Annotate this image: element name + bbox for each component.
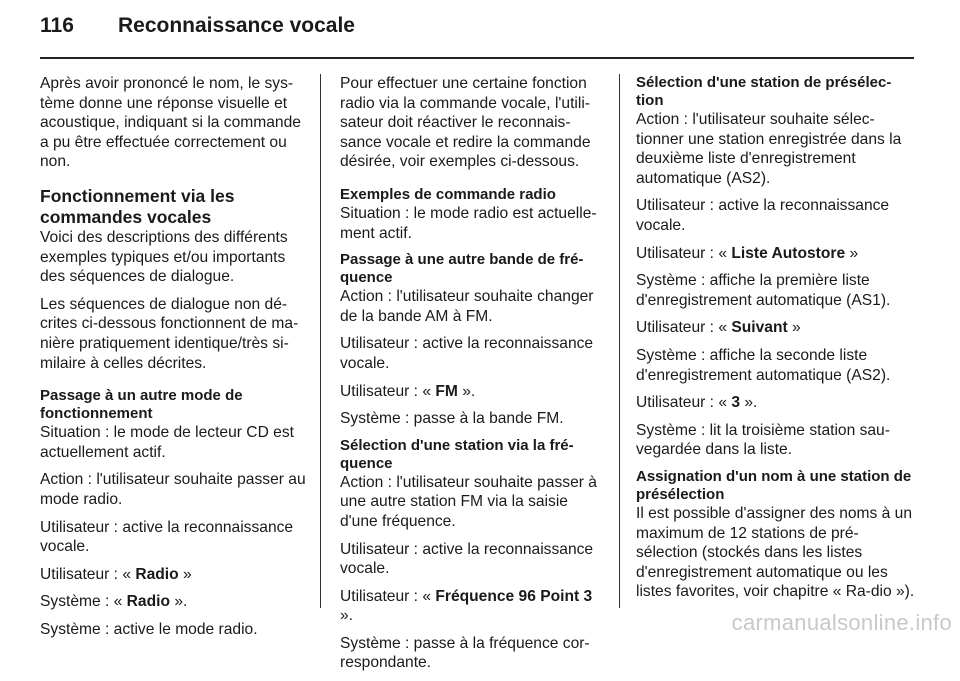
subheading-preselection: Sélection d'une station de présélec-tion [636, 74, 892, 109]
radio-command-2: Radio [126, 593, 170, 611]
page-number: 116 [40, 14, 74, 37]
header-divider [40, 57, 914, 59]
column-2 [340, 74, 608, 681]
descriptions-paragraph: Voici des descriptions des différents exemples typiques et/ou importants des séquences de dialogue. [40, 228, 288, 286]
system-frequency-paragraph: Système : passe à la fréquence cor-respondante. [340, 634, 590, 672]
page-header [40, 14, 914, 50]
suivant-command: Suivant [731, 319, 788, 337]
subheading-assignation: Assignation d'un nom à une station de présélection [636, 467, 912, 503]
watermark: carmanualsonline.info [731, 610, 952, 635]
user-command-paragraph: Utilisateur : « Radio » [40, 565, 192, 583]
action-bande-paragraph: Action : l'utilisateur souhaite changer de la bande AM à FM. [340, 288, 594, 325]
user-activate-paragraph: Utilisateur : active la reconnaissance vocale. [636, 197, 890, 234]
system-active-paragraph: Système : active le mode radio. [40, 620, 258, 638]
page-title: Reconnaissance vocale [118, 14, 355, 37]
system-as2-paragraph: Système : affiche la seconde liste d'enregistrement automatique (AS2). [636, 346, 891, 384]
user-activate-paragraph: Utilisateur : active la reconnaissance vocale. [340, 335, 594, 372]
assign-paragraph: Il est possible d'assigner des noms à un maximum de 12 stations de pré-sélection (stockés dans les listes d'enregistrement automatique ou les listes favorites, voir chapitre « Ra-dio »). [636, 504, 915, 601]
system-fm-paragraph: Système : passe à la bande FM. [340, 410, 564, 428]
column-1 [40, 74, 312, 647]
sequences-paragraph: Les séquences de dialogue non dé-crites ci-dessous fonctionnent de ma-nière pratiquement identique/très si-milaire à celles décrites. [40, 295, 299, 372]
user-frequency-paragraph: Utilisateur : « Fréquence 96 Point 3 ». [340, 587, 593, 625]
fm-command: FM [435, 382, 458, 400]
action-paragraph: Action : l'utilisateur souhaite sélec-tionner une station enregistrée dans la deuxième liste d'enregistrement automatique (AS2). [636, 111, 902, 187]
subheading-station: Sélection d'une station via la fré-quence [340, 436, 574, 472]
action-paragraph: Action : l'utilisateur souhaite passer au mode radio. [40, 471, 306, 508]
user-three-paragraph: Utilisateur : « 3 ». [636, 394, 758, 412]
system-response-paragraph: Système : « Radio ». [40, 593, 188, 611]
subheading-passage-mode: Passage à un autre mode de fonctionnement [40, 387, 243, 423]
section-heading-fonctionnement: Fonctionnement via les commandes vocales [40, 185, 235, 227]
user-activate-paragraph: Utilisateur : active la reconnaissance vocale. [40, 518, 294, 556]
intro-paragraph: Après avoir prononcé le nom, le sys-tème donne une réponse visuelle et acoustique, indiquant si la commande a pu être effectuée correctement ou non. [40, 75, 301, 171]
frequency-command: Fréquence 96 Point 3 [435, 587, 593, 605]
user-suivant-paragraph: Utilisateur : « Suivant » [636, 319, 801, 337]
user-activate-paragraph-2: Utilisateur : active la reconnaissance vocale. [340, 540, 594, 578]
subheading-exemples: Exemples de commande radio [340, 185, 556, 203]
user-liste-paragraph: Utilisateur : « Liste Autostore » [636, 244, 859, 262]
column-divider-1 [320, 74, 321, 608]
action-station-paragraph: Action : l'utilisateur souhaite passer à une autre station FM via la saisie d'une fréquence. [340, 473, 597, 530]
radio-command: Radio [135, 565, 179, 583]
liste-autostore-command: Liste Autostore [731, 244, 846, 262]
column-divider-2 [619, 74, 620, 608]
column-3 [636, 74, 916, 610]
system-third-station-paragraph: Système : lit la troisième station sau-vegardée dans la liste. [636, 421, 890, 459]
user-command-paragraph: Utilisateur : « FM ». [340, 382, 476, 400]
situation-paragraph: Situation : le mode de lecteur CD est actuellement actif. [40, 424, 294, 461]
intro-paragraph: Pour effectuer une certaine fonction radio via la commande vocale, l'utili-sateur doit réactiver le reconnais-sance vocale et redire la commande désirée, voir exemples ci-dessous. [340, 75, 591, 171]
three-command: 3 [731, 394, 741, 412]
subheading-bande: Passage à une autre bande de fré-quence [340, 251, 584, 287]
situation-paragraph: Situation : le mode radio est actuelle-ment actif. [340, 204, 597, 242]
system-as1-paragraph: Système : affiche la première liste d'enregistrement automatique (AS1). [636, 272, 891, 309]
